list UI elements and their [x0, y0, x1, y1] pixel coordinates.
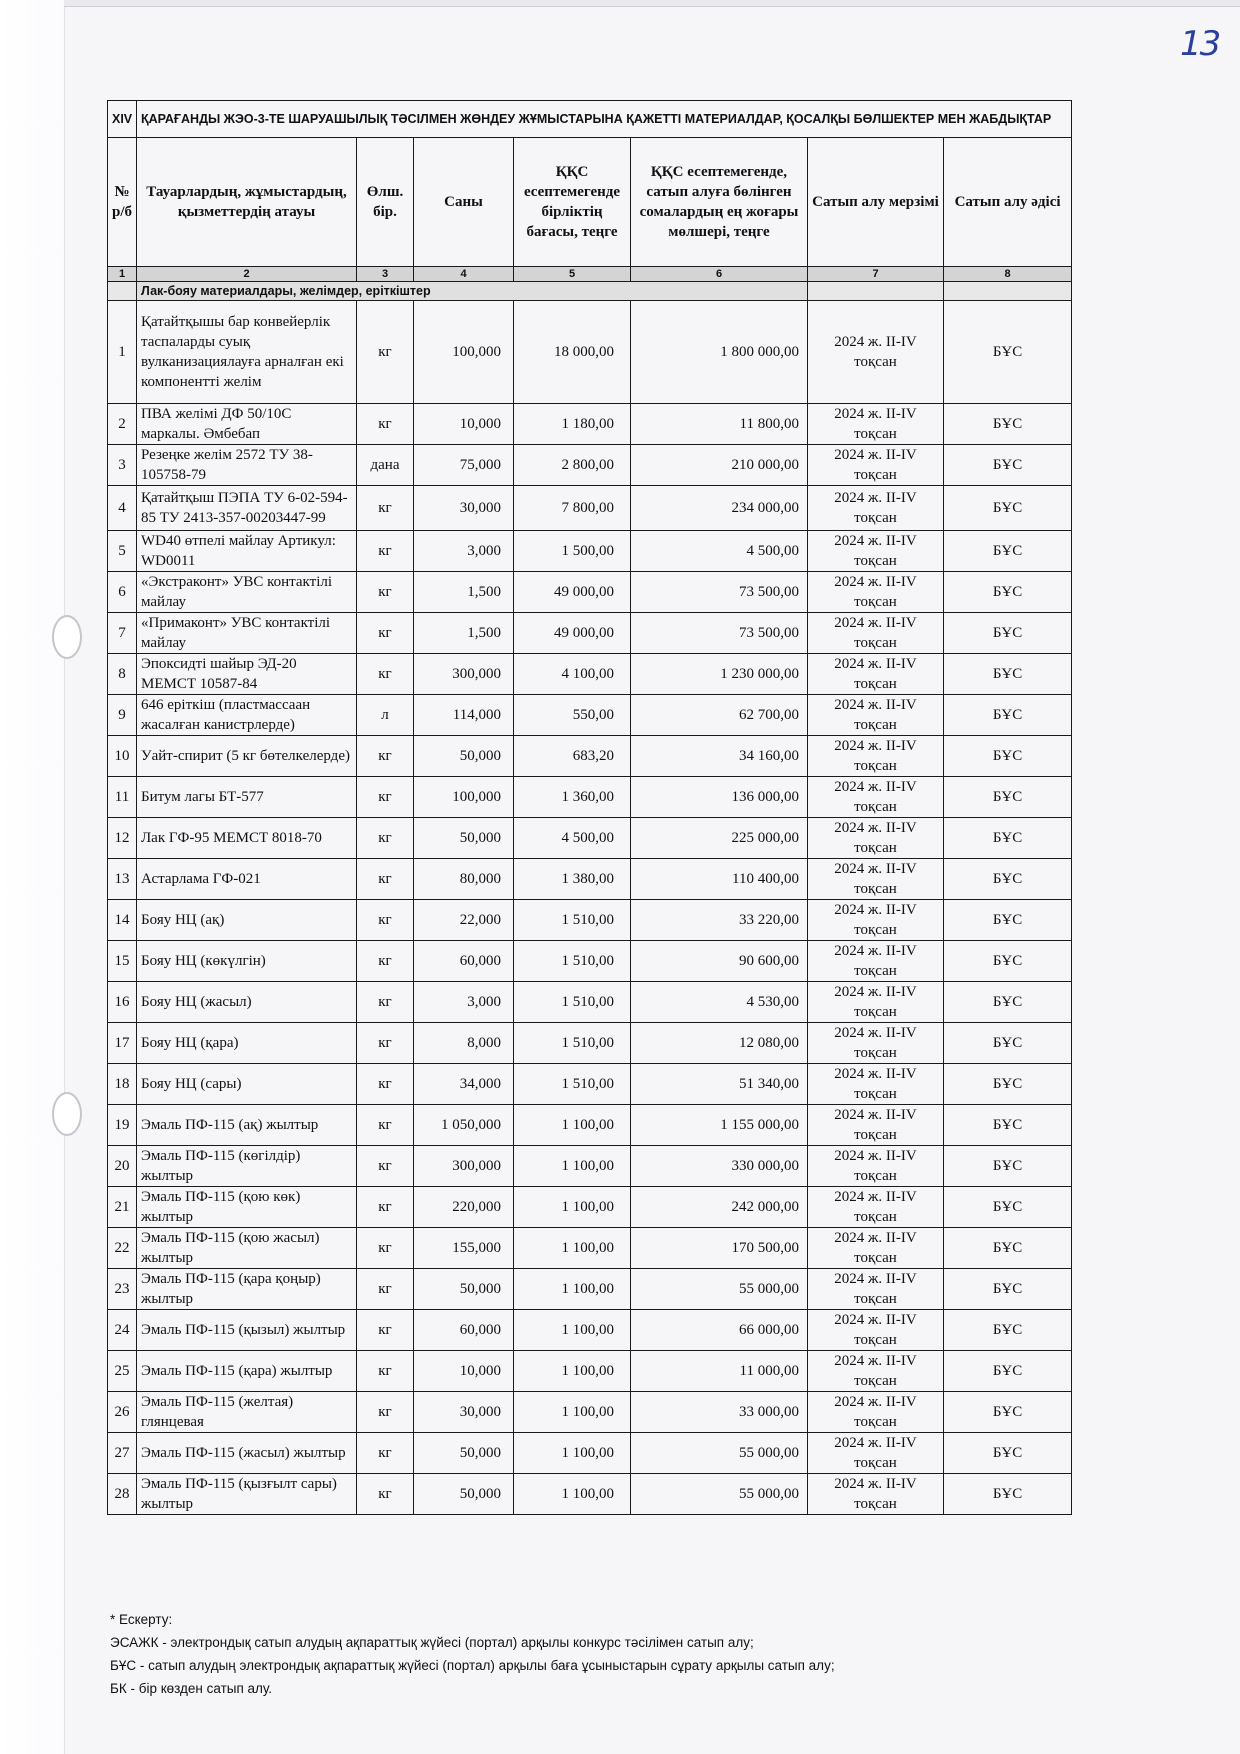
item-procurement-period: 2024 ж. II-IV тоқсан — [808, 1351, 944, 1392]
item-unit-price: 1 100,00 — [514, 1433, 631, 1474]
item-total-sum: 225 000,00 — [631, 818, 808, 859]
item-procurement-period: 2024 ж. II-IV тоқсан — [808, 900, 944, 941]
subsection-spacer — [108, 282, 137, 301]
item-procurement-period: 2024 ж. II-IV тоқсан — [808, 572, 944, 613]
item-unit: кг — [357, 1023, 414, 1064]
item-number: 7 — [108, 613, 137, 654]
item-total-sum: 330 000,00 — [631, 1146, 808, 1187]
item-procurement-period: 2024 ж. II-IV тоқсан — [808, 301, 944, 404]
item-name: Бояу НЦ (жасыл) — [137, 982, 357, 1023]
item-total-sum: 90 600,00 — [631, 941, 808, 982]
item-procurement-period: 2024 ж. II-IV тоқсан — [808, 695, 944, 736]
item-procurement-period: 2024 ж. II-IV тоқсан — [808, 1228, 944, 1269]
item-procurement-method: БҰС — [944, 1228, 1072, 1269]
item-number: 18 — [108, 1064, 137, 1105]
item-number: 13 — [108, 859, 137, 900]
item-name: Лак ГФ-95 МЕМСТ 8018-70 — [137, 818, 357, 859]
item-quantity: 220,000 — [414, 1187, 514, 1228]
item-number: 8 — [108, 654, 137, 695]
section-code: XIV — [108, 101, 137, 138]
item-procurement-period: 2024 ж. II-IV тоқсан — [808, 859, 944, 900]
item-number: 27 — [108, 1433, 137, 1474]
item-procurement-method: БҰС — [944, 1392, 1072, 1433]
item-quantity: 1 050,000 — [414, 1105, 514, 1146]
punch-hole-bottom — [52, 1092, 82, 1136]
item-procurement-method: БҰС — [944, 654, 1072, 695]
item-unit: кг — [357, 486, 414, 531]
table-row — [108, 818, 1072, 859]
item-number: 21 — [108, 1187, 137, 1228]
item-number: 16 — [108, 982, 137, 1023]
item-unit-price: 1 100,00 — [514, 1310, 631, 1351]
item-number: 17 — [108, 1023, 137, 1064]
item-procurement-method: БҰС — [944, 777, 1072, 818]
item-procurement-period: 2024 ж. II-IV тоқсан — [808, 1269, 944, 1310]
item-total-sum: 55 000,00 — [631, 1474, 808, 1515]
item-unit: кг — [357, 531, 414, 572]
table-row — [108, 1474, 1072, 1515]
item-quantity: 50,000 — [414, 1269, 514, 1310]
item-total-sum: 170 500,00 — [631, 1228, 808, 1269]
item-total-sum: 110 400,00 — [631, 859, 808, 900]
item-name: Бояу НЦ (көкүлгін) — [137, 941, 357, 982]
handwritten-page-number: 13 — [1180, 24, 1220, 64]
item-procurement-period: 2024 ж. II-IV тоқсан — [808, 1146, 944, 1187]
item-procurement-method: БҰС — [944, 1064, 1072, 1105]
col-number: 7 — [808, 267, 944, 282]
item-number: 1 — [108, 301, 137, 404]
table-row — [108, 859, 1072, 900]
item-unit: кг — [357, 818, 414, 859]
item-unit: кг — [357, 1105, 414, 1146]
item-name: Эмаль ПФ-115 (қызыл) жылтыр — [137, 1310, 357, 1351]
punch-hole-top — [52, 615, 82, 659]
item-total-sum: 62 700,00 — [631, 695, 808, 736]
footnote-bus: БҰС - сатып алудың электрондық ақпараттық жүйесі (портал) арқылы баға ұсыныстарын сұрату арқылы сатып алу; — [110, 1658, 835, 1673]
subsection-spacer — [808, 282, 944, 301]
item-total-sum: 1 155 000,00 — [631, 1105, 808, 1146]
item-number: 5 — [108, 531, 137, 572]
item-unit-price: 1 100,00 — [514, 1228, 631, 1269]
item-quantity: 300,000 — [414, 654, 514, 695]
col-number: 5 — [514, 267, 631, 282]
table-row — [108, 404, 1072, 445]
item-name: «Экстраконт» УВС контактілі майлау — [137, 572, 357, 613]
item-unit: кг — [357, 982, 414, 1023]
item-procurement-period: 2024 ж. II-IV тоқсан — [808, 613, 944, 654]
table-row — [108, 1392, 1072, 1433]
item-quantity: 50,000 — [414, 1433, 514, 1474]
item-name: Қатайтқыш ПЭПА ТУ 6-02-594-85 ТУ 2413-357-00203447-99 — [137, 486, 357, 531]
item-procurement-period: 2024 ж. II-IV тоқсан — [808, 445, 944, 486]
item-name: Эмаль ПФ-115 (көгілдір) жылтыр — [137, 1146, 357, 1187]
item-quantity: 1,500 — [414, 613, 514, 654]
item-unit-price: 4 500,00 — [514, 818, 631, 859]
item-quantity: 3,000 — [414, 531, 514, 572]
item-quantity: 60,000 — [414, 1310, 514, 1351]
col-header-qty: Саны — [414, 138, 514, 267]
item-name: Бояу НЦ (сары) — [137, 1064, 357, 1105]
item-total-sum: 73 500,00 — [631, 572, 808, 613]
item-procurement-method: БҰС — [944, 404, 1072, 445]
table-row — [108, 613, 1072, 654]
footnotes — [110, 1608, 1070, 1700]
table-row — [108, 736, 1072, 777]
item-number: 15 — [108, 941, 137, 982]
col-header-unit: Өлш. бір. — [357, 138, 414, 267]
item-unit: кг — [357, 1351, 414, 1392]
item-procurement-method: БҰС — [944, 982, 1072, 1023]
subsection-row — [108, 282, 1072, 301]
item-unit: кг — [357, 404, 414, 445]
item-name: 646 еріткіш (пластмассаан жасалған канистрлерде) — [137, 695, 357, 736]
item-procurement-method: БҰС — [944, 1474, 1072, 1515]
item-unit: кг — [357, 777, 414, 818]
col-header-method: Сатып алу әдісі — [944, 138, 1072, 267]
item-unit: кг — [357, 1310, 414, 1351]
item-unit-price: 1 100,00 — [514, 1146, 631, 1187]
item-total-sum: 234 000,00 — [631, 486, 808, 531]
procurement-table — [107, 100, 1072, 1515]
item-quantity: 22,000 — [414, 900, 514, 941]
item-unit: кг — [357, 1269, 414, 1310]
item-unit-price: 683,20 — [514, 736, 631, 777]
item-procurement-period: 2024 ж. II-IV тоқсан — [808, 1392, 944, 1433]
item-quantity: 8,000 — [414, 1023, 514, 1064]
item-name: Эмаль ПФ-115 (қара қоңыр) жылтыр — [137, 1269, 357, 1310]
item-unit-price: 1 510,00 — [514, 1023, 631, 1064]
item-procurement-method: БҰС — [944, 1269, 1072, 1310]
item-unit: кг — [357, 1392, 414, 1433]
table-row — [108, 572, 1072, 613]
item-unit-price: 1 510,00 — [514, 941, 631, 982]
table-row — [108, 1433, 1072, 1474]
item-quantity: 10,000 — [414, 404, 514, 445]
item-procurement-method: БҰС — [944, 572, 1072, 613]
item-number: 11 — [108, 777, 137, 818]
item-unit: кг — [357, 572, 414, 613]
table-row — [108, 1310, 1072, 1351]
item-total-sum: 210 000,00 — [631, 445, 808, 486]
item-total-sum: 55 000,00 — [631, 1269, 808, 1310]
item-name: Уайт-спирит (5 кг бөтелкелерде) — [137, 736, 357, 777]
item-procurement-method: БҰС — [944, 859, 1072, 900]
item-number: 23 — [108, 1269, 137, 1310]
item-unit: кг — [357, 613, 414, 654]
item-unit-price: 1 360,00 — [514, 777, 631, 818]
item-total-sum: 55 000,00 — [631, 1433, 808, 1474]
item-unit-price: 1 500,00 — [514, 531, 631, 572]
item-unit: дана — [357, 445, 414, 486]
item-procurement-period: 2024 ж. II-IV тоқсан — [808, 486, 944, 531]
item-number: 25 — [108, 1351, 137, 1392]
item-procurement-period: 2024 ж. II-IV тоқсан — [808, 1105, 944, 1146]
item-total-sum: 66 000,00 — [631, 1310, 808, 1351]
item-procurement-method: БҰС — [944, 1433, 1072, 1474]
table-row — [108, 486, 1072, 531]
item-procurement-period: 2024 ж. II-IV тоқсан — [808, 1023, 944, 1064]
item-number: 22 — [108, 1228, 137, 1269]
item-number: 9 — [108, 695, 137, 736]
item-total-sum: 4 500,00 — [631, 531, 808, 572]
table-row — [108, 695, 1072, 736]
item-unit-price: 18 000,00 — [514, 301, 631, 404]
footnote-bk: БК - бір көзден сатып алу. — [110, 1681, 273, 1696]
item-total-sum: 12 080,00 — [631, 1023, 808, 1064]
item-procurement-method: БҰС — [944, 486, 1072, 531]
item-name: Қатайтқышы бар конвейерлік таспаларды суық вулканизациялауға арналған екі компонентті желім — [137, 301, 357, 404]
item-procurement-method: БҰС — [944, 1310, 1072, 1351]
item-number: 2 — [108, 404, 137, 445]
item-procurement-period: 2024 ж. II-IV тоқсан — [808, 1187, 944, 1228]
col-number: 3 — [357, 267, 414, 282]
item-unit-price: 7 800,00 — [514, 486, 631, 531]
item-procurement-method: БҰС — [944, 445, 1072, 486]
item-total-sum: 33 000,00 — [631, 1392, 808, 1433]
item-procurement-method: БҰС — [944, 818, 1072, 859]
table-row — [108, 941, 1072, 982]
item-unit: кг — [357, 1064, 414, 1105]
item-quantity: 3,000 — [414, 982, 514, 1023]
item-number: 24 — [108, 1310, 137, 1351]
table-row — [108, 1105, 1072, 1146]
item-name: Бояу НЦ (қара) — [137, 1023, 357, 1064]
item-unit-price: 49 000,00 — [514, 572, 631, 613]
item-unit-price: 2 800,00 — [514, 445, 631, 486]
item-name: «Примаконт» УВС контактілі майлау — [137, 613, 357, 654]
item-name: Резеңке желім 2572 ТУ 38-105758-79 — [137, 445, 357, 486]
item-procurement-method: БҰС — [944, 1023, 1072, 1064]
item-quantity: 114,000 — [414, 695, 514, 736]
item-procurement-method: БҰС — [944, 301, 1072, 404]
item-quantity: 30,000 — [414, 486, 514, 531]
item-quantity: 34,000 — [414, 1064, 514, 1105]
item-total-sum: 11 800,00 — [631, 404, 808, 445]
item-unit: кг — [357, 1187, 414, 1228]
column-number-row — [108, 267, 1072, 282]
col-number: 8 — [944, 267, 1072, 282]
table-row — [108, 1023, 1072, 1064]
item-quantity: 100,000 — [414, 301, 514, 404]
item-total-sum: 4 530,00 — [631, 982, 808, 1023]
item-unit-price: 1 510,00 — [514, 1064, 631, 1105]
item-name: Эмаль ПФ-115 (жасыл) жылтыр — [137, 1433, 357, 1474]
item-procurement-period: 2024 ж. II-IV тоқсан — [808, 818, 944, 859]
item-procurement-period: 2024 ж. II-IV тоқсан — [808, 941, 944, 982]
item-name: Эмаль ПФ-115 (желтая) глянцевая — [137, 1392, 357, 1433]
item-procurement-method: БҰС — [944, 900, 1072, 941]
item-procurement-period: 2024 ж. II-IV тоқсан — [808, 777, 944, 818]
item-number: 28 — [108, 1474, 137, 1515]
item-name: Эмаль ПФ-115 (қара) жылтыр — [137, 1351, 357, 1392]
footnote-esazhk: ЭСАЖК - электрондық сатып алудың ақпараттық жүйесі (портал) арқылы конкурс тәсілімен сатып алу; — [110, 1635, 754, 1650]
item-procurement-period: 2024 ж. II-IV тоқсан — [808, 736, 944, 777]
item-procurement-period: 2024 ж. II-IV тоқсан — [808, 531, 944, 572]
item-unit: кг — [357, 1228, 414, 1269]
item-unit-price: 550,00 — [514, 695, 631, 736]
col-number: 4 — [414, 267, 514, 282]
item-unit: кг — [357, 301, 414, 404]
table-row — [108, 445, 1072, 486]
item-name: Астарлама ГФ-021 — [137, 859, 357, 900]
item-unit-price: 1 100,00 — [514, 1474, 631, 1515]
procurement-table-container — [107, 100, 1071, 1515]
item-unit-price: 1 100,00 — [514, 1187, 631, 1228]
item-unit: кг — [357, 736, 414, 777]
scan-left-margin — [0, 0, 65, 1754]
col-header-num: № р/б — [108, 138, 137, 267]
item-name: ПВА желімі ДФ 50/10С маркалы. Әмбебап — [137, 404, 357, 445]
item-procurement-method: БҰС — [944, 1105, 1072, 1146]
item-unit-price: 1 100,00 — [514, 1105, 631, 1146]
item-procurement-period: 2024 ж. II-IV тоқсан — [808, 1433, 944, 1474]
item-name: Эпоксидті шайыр ЭД-20 МЕМСТ 10587-84 — [137, 654, 357, 695]
item-name: Бояу НЦ (ақ) — [137, 900, 357, 941]
col-header-sum: ҚҚС есептемегенде, сатып алуға бөлінген сомалардың ең жоғары мөлшері, теңге — [631, 138, 808, 267]
item-total-sum: 51 340,00 — [631, 1064, 808, 1105]
item-total-sum: 1 230 000,00 — [631, 654, 808, 695]
table-row — [108, 1064, 1072, 1105]
item-total-sum: 136 000,00 — [631, 777, 808, 818]
item-unit: л — [357, 695, 414, 736]
item-unit-price: 1 510,00 — [514, 900, 631, 941]
item-unit-price: 49 000,00 — [514, 613, 631, 654]
item-unit-price: 1 100,00 — [514, 1269, 631, 1310]
item-unit-price: 4 100,00 — [514, 654, 631, 695]
item-number: 10 — [108, 736, 137, 777]
table-row — [108, 900, 1072, 941]
col-header-period: Сатып алу мерзімі — [808, 138, 944, 267]
col-number: 1 — [108, 267, 137, 282]
item-procurement-method: БҰС — [944, 695, 1072, 736]
item-name: Эмаль ПФ-115 (қою көк) жылтыр — [137, 1187, 357, 1228]
item-unit: кг — [357, 941, 414, 982]
item-quantity: 60,000 — [414, 941, 514, 982]
table-row — [108, 777, 1072, 818]
item-number: 14 — [108, 900, 137, 941]
item-quantity: 80,000 — [414, 859, 514, 900]
item-total-sum: 73 500,00 — [631, 613, 808, 654]
item-quantity: 10,000 — [414, 1351, 514, 1392]
item-total-sum: 1 800 000,00 — [631, 301, 808, 404]
item-quantity: 100,000 — [414, 777, 514, 818]
table-row — [108, 1269, 1072, 1310]
item-procurement-method: БҰС — [944, 941, 1072, 982]
item-quantity: 1,500 — [414, 572, 514, 613]
item-number: 20 — [108, 1146, 137, 1187]
table-row — [108, 654, 1072, 695]
item-quantity: 50,000 — [414, 818, 514, 859]
table-row — [108, 1187, 1072, 1228]
table-row — [108, 531, 1072, 572]
item-procurement-period: 2024 ж. II-IV тоқсан — [808, 1474, 944, 1515]
item-unit: кг — [357, 1146, 414, 1187]
item-unit-price: 1 100,00 — [514, 1351, 631, 1392]
item-name: Эмаль ПФ-115 (ақ) жылтыр — [137, 1105, 357, 1146]
table-row — [108, 1146, 1072, 1187]
item-procurement-period: 2024 ж. II-IV тоқсан — [808, 1064, 944, 1105]
item-name: WD40 өтпелі майлау Артикул: WD0011 — [137, 531, 357, 572]
item-number: 12 — [108, 818, 137, 859]
item-procurement-method: БҰС — [944, 736, 1072, 777]
item-procurement-method: БҰС — [944, 1187, 1072, 1228]
item-procurement-period: 2024 ж. II-IV тоқсан — [808, 982, 944, 1023]
item-unit-price: 1 380,00 — [514, 859, 631, 900]
scan-top-edge — [64, 0, 1240, 7]
item-procurement-period: 2024 ж. II-IV тоқсан — [808, 1310, 944, 1351]
item-quantity: 50,000 — [414, 736, 514, 777]
table-row — [108, 301, 1072, 404]
item-quantity: 300,000 — [414, 1146, 514, 1187]
col-header-price: ҚҚС есептемегенде бірліктің бағасы, теңге — [514, 138, 631, 267]
item-unit: кг — [357, 900, 414, 941]
item-name: Эмаль ПФ-115 (қою жасыл) жылтыр — [137, 1228, 357, 1269]
item-total-sum: 11 000,00 — [631, 1351, 808, 1392]
item-procurement-method: БҰС — [944, 1146, 1072, 1187]
item-unit: кг — [357, 1474, 414, 1515]
item-unit-price: 1 510,00 — [514, 982, 631, 1023]
item-number: 3 — [108, 445, 137, 486]
item-unit-price: 1 180,00 — [514, 404, 631, 445]
item-number: 26 — [108, 1392, 137, 1433]
item-name: Эмаль ПФ-115 (қызғылт сары) жылтыр — [137, 1474, 357, 1515]
item-number: 19 — [108, 1105, 137, 1146]
subsection-spacer — [944, 282, 1072, 301]
footnote-heading: * Ескерту: — [110, 1612, 173, 1627]
item-total-sum: 33 220,00 — [631, 900, 808, 941]
item-procurement-period: 2024 ж. II-IV тоқсан — [808, 404, 944, 445]
item-name: Битум лагы БТ-577 — [137, 777, 357, 818]
section-title: ҚАРАҒАНДЫ ЖЭО-3-ТЕ ШАРУАШЫЛЫҚ ТӘСІЛМЕН ЖӨНДЕУ ЖҰМЫСТАРЫНА ҚАЖЕТТІ МАТЕРИАЛДАР, ҚОСАЛҚЫ БӨЛШЕКТЕР МЕН ЖАБДЫҚТАР — [137, 101, 1072, 138]
item-quantity: 155,000 — [414, 1228, 514, 1269]
table-row — [108, 982, 1072, 1023]
column-header-row — [108, 138, 1072, 267]
item-procurement-method: БҰС — [944, 613, 1072, 654]
col-number: 6 — [631, 267, 808, 282]
table-row — [108, 1351, 1072, 1392]
item-unit: кг — [357, 1433, 414, 1474]
table-row — [108, 1228, 1072, 1269]
item-procurement-method: БҰС — [944, 531, 1072, 572]
item-number: 4 — [108, 486, 137, 531]
col-header-name: Тауарлардың, жұмыстардың, қызметтердің атауы — [137, 138, 357, 267]
item-quantity: 50,000 — [414, 1474, 514, 1515]
col-number: 2 — [137, 267, 357, 282]
item-total-sum: 242 000,00 — [631, 1187, 808, 1228]
item-number: 6 — [108, 572, 137, 613]
item-unit: кг — [357, 654, 414, 695]
item-procurement-period: 2024 ж. II-IV тоқсан — [808, 654, 944, 695]
item-unit-price: 1 100,00 — [514, 1392, 631, 1433]
section-header-row — [108, 101, 1072, 138]
item-quantity: 30,000 — [414, 1392, 514, 1433]
subsection-title: Лак-бояу материалдары, желімдер, еріткіштер — [137, 282, 808, 301]
item-quantity: 75,000 — [414, 445, 514, 486]
item-total-sum: 34 160,00 — [631, 736, 808, 777]
item-unit: кг — [357, 859, 414, 900]
item-procurement-method: БҰС — [944, 1351, 1072, 1392]
